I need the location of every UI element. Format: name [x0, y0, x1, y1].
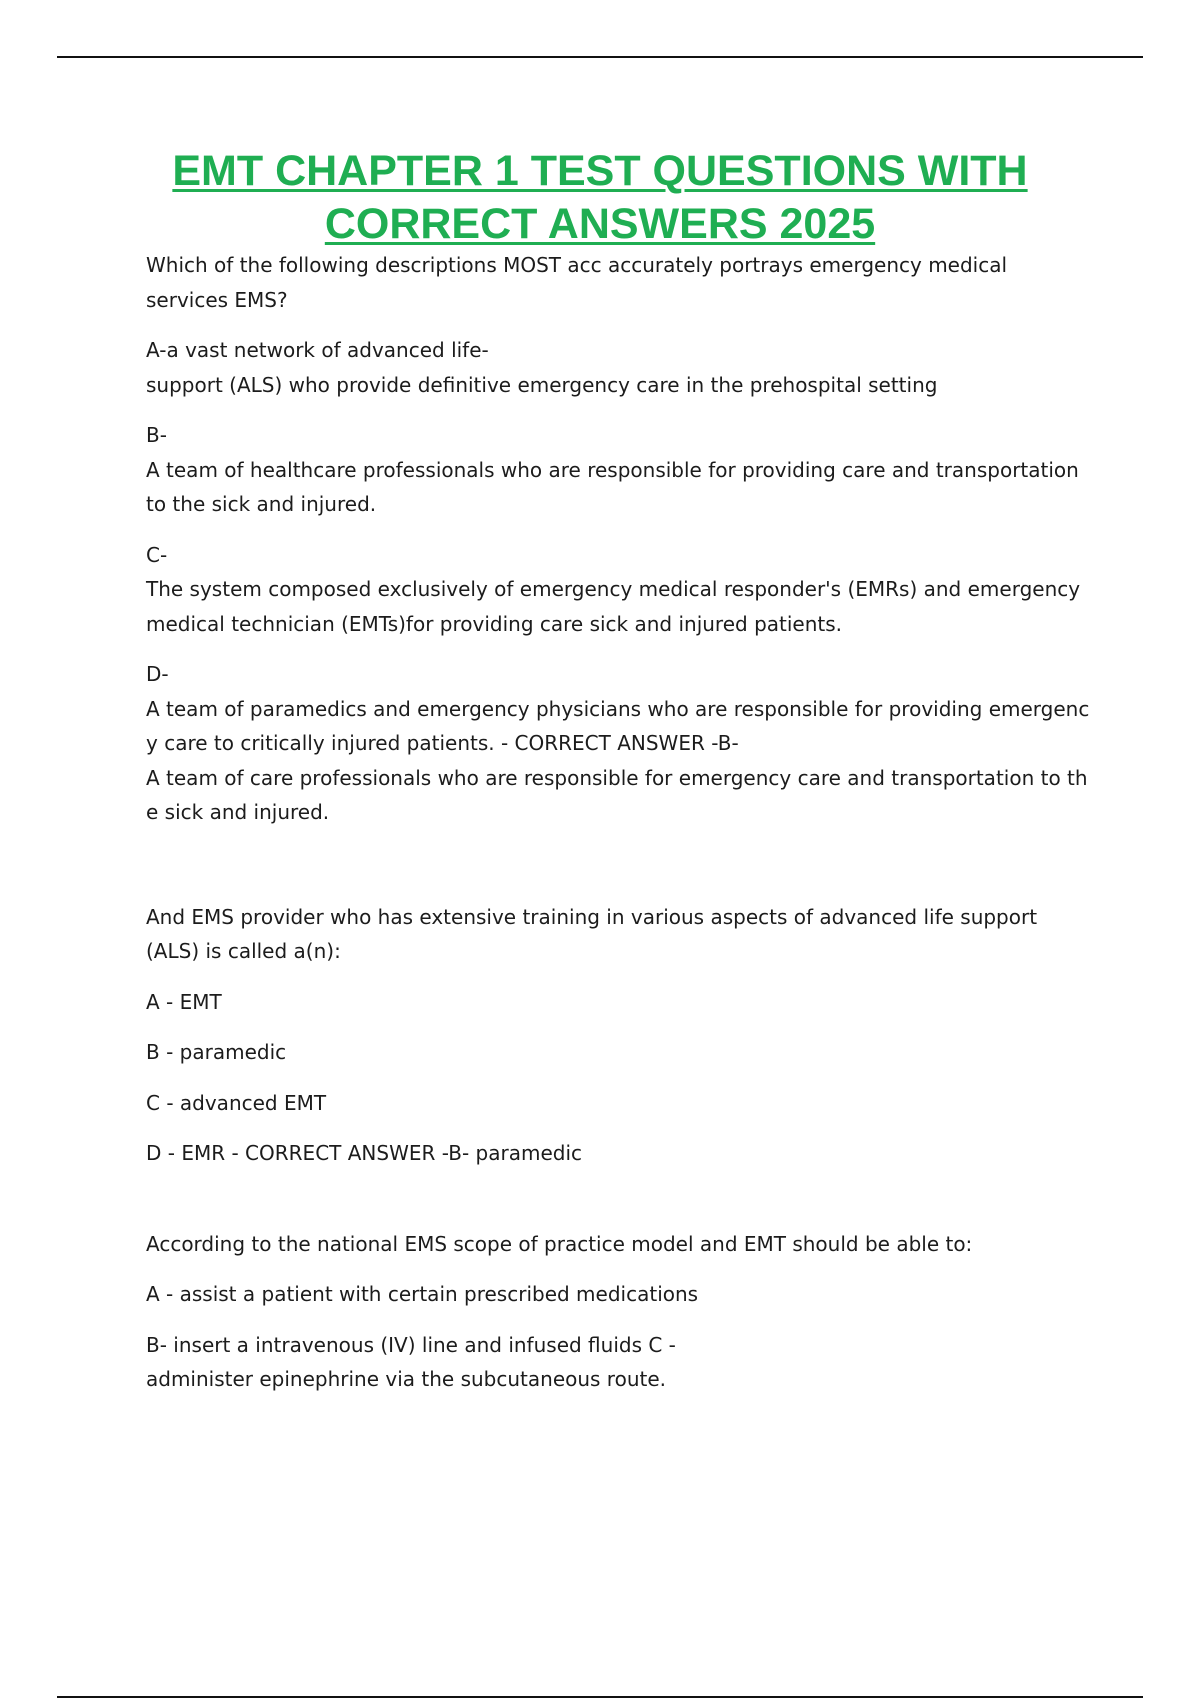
- question-2-option-a: A - EMT: [146, 989, 222, 1014]
- question-spacer: [146, 846, 1091, 900]
- question-2-prompt: And EMS provider who has extensive training in various aspects of advanced life support (ALS) is called a(n):: [146, 904, 1038, 963]
- question-2-option-c: C - advanced EMT: [146, 1090, 327, 1115]
- question-1-option-a: A-a vast network of advanced life- support (ALS) who provide definitive emergency care in the prehospital setting: [146, 338, 938, 397]
- document-title: [100, 145, 1100, 251]
- question-1-prompt: Which of the following descriptions MOST acc accurately portrays emergency medical services EMS?: [146, 253, 1008, 312]
- question-spacer: [146, 1187, 1091, 1227]
- top-rule: [57, 56, 1143, 58]
- bottom-rule: [57, 1696, 1143, 1698]
- question-2-option-d-answer: D - EMR - CORRECT ANSWER -B- paramedic: [146, 1141, 582, 1165]
- title-line-2: CORRECT ANSWERS 2025: [324, 200, 876, 248]
- document-body: [146, 248, 1091, 1413]
- question-3-prompt: According to the national EMS scope of practice model and EMT should be able to:: [146, 1231, 973, 1256]
- question-2-option-b: B - paramedic: [146, 1040, 287, 1064]
- title-line-1: EMT CHAPTER 1 TEST QUESTIONS WITH: [172, 147, 1028, 195]
- question-1-option-d-answer: D- A team of paramedics and emergency physicians who are responsible for providing emergenc y care to critically injured patients. - CORRECT ANSWER -B- A team of care professionals who are responsible for emergency care and transportation to th e sick and injured.: [146, 662, 1090, 824]
- question-1-option-c: C- The system composed exclusively of emergency medical responder's (EMRs) and emergency medical technician (EMTs)for providing care sick and injured patients.: [146, 542, 1081, 636]
- question-3-option-b-c: B- insert a intravenous (IV) line and infused fluids C - administer epinephrine via the subcutaneous route.: [146, 1332, 676, 1391]
- question-1-option-b: B- A team of healthcare professionals who are responsible for providing care and transportation to the sick and injured.: [146, 423, 1079, 516]
- question-3-option-a: A - assist a patient with certain prescribed medications: [146, 1282, 699, 1306]
